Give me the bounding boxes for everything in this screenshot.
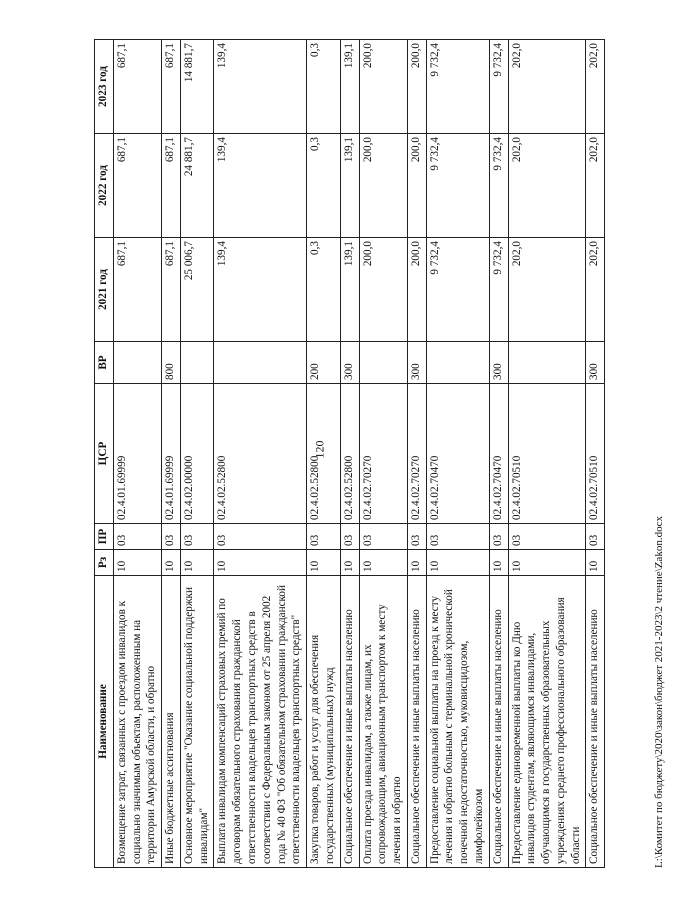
page-number: 120 [312, 440, 327, 459]
column-header-rz: Рз [95, 550, 114, 576]
row-rz: 10 [489, 550, 508, 576]
row-value-2021: 200,0 [359, 238, 407, 342]
row-name: Предоставление социальной выплаты на проезд к месту лечения и обратно больным с терминальной хронической почечной недостаточностью, муковисцидозом, лимфолейкозом [426, 576, 489, 868]
row-csr: 02.4.01.69999 [162, 384, 181, 524]
row-value-2022: 0,3 [307, 134, 341, 238]
row-pr: 03 [307, 524, 341, 550]
row-vr [508, 342, 586, 384]
row-name: Оплата проезда инвалидам, а также лицам, их сопровождающим, авиационным транспортом к месту лечения и обратно [359, 576, 407, 868]
footer-file-path: L:\Комитет по бюджету\2020\закон\бюджет 2021-2023\2 чтение\Zakon.docx [653, 516, 665, 868]
row-value-2022: 24 881,7 [180, 134, 214, 238]
row-value-2022: 202,0 [508, 134, 586, 238]
table-body [113, 40, 604, 868]
row-name: Социальное обеспечение и иные выплаты населению [407, 576, 426, 868]
table-row [489, 40, 508, 868]
table-row [586, 40, 605, 868]
row-value-2023: 9 732,4 [489, 40, 508, 134]
row-value-2021: 0,3 [307, 238, 341, 342]
row-value-2023: 9 732,4 [426, 40, 489, 134]
row-value-2021: 202,0 [586, 238, 605, 342]
row-name: Закупка товаров, работ и услуг для обеспечения государственных (муниципальных) нужд [307, 576, 341, 868]
row-vr: 300 [586, 342, 605, 384]
row-name: Выплата инвалидам компенсаций страховых премий по договорам обязательного страхования гражданской ответственности владельцев транспортных средств в соответствии с Федеральным законом от 25 апреля 2002 года № 40 ФЗ "Об обязательном страховании гражданской ответственности владельцев транспортных средств" [214, 576, 307, 868]
row-vr [113, 342, 161, 384]
row-value-2022: 9 732,4 [426, 134, 489, 238]
column-header-csr: ЦСР [95, 384, 114, 524]
row-pr: 03 [508, 524, 586, 550]
row-vr: 300 [489, 342, 508, 384]
row-rz: 10 [307, 550, 341, 576]
rotated-page-content [86, 23, 676, 878]
column-header-2021: 2021 год [95, 238, 114, 342]
row-value-2021: 139,1 [340, 238, 359, 342]
row-vr [214, 342, 307, 384]
budget-table [94, 39, 605, 868]
row-value-2022: 202,0 [586, 134, 605, 238]
row-name: Социальное обеспечение и иные выплаты населению [586, 576, 605, 868]
row-value-2021: 687,1 [162, 238, 181, 342]
row-csr: 02.4.02.52800 [214, 384, 307, 524]
table-row [113, 40, 161, 868]
row-csr: 02.4.02.70470 [489, 384, 508, 524]
row-rz: 10 [407, 550, 426, 576]
row-pr: 03 [180, 524, 214, 550]
row-rz: 10 [586, 550, 605, 576]
row-rz: 10 [162, 550, 181, 576]
row-csr: 02.4.02.70270 [407, 384, 426, 524]
table-row [162, 40, 181, 868]
row-csr: 02.4.02.70470 [426, 384, 489, 524]
row-value-2023: 202,0 [508, 40, 586, 134]
table-row [426, 40, 489, 868]
row-name: Социальное обеспечение и иные выплаты населению [340, 576, 359, 868]
row-vr: 300 [340, 342, 359, 384]
row-csr: 02.4.02.00000 [180, 384, 214, 524]
table-row [307, 40, 341, 868]
row-vr: 200 [307, 342, 341, 384]
row-vr: 300 [407, 342, 426, 384]
row-value-2023: 139,1 [340, 40, 359, 134]
row-pr: 03 [359, 524, 407, 550]
column-header-name: Наименование [95, 576, 114, 868]
column-header-2022: 2022 год [95, 134, 114, 238]
row-rz: 10 [113, 550, 161, 576]
row-csr: 02.4.02.52800 [340, 384, 359, 524]
row-pr: 03 [426, 524, 489, 550]
row-csr: 02.4.01.69999 [113, 384, 161, 524]
row-name: Социальное обеспечение и иные выплаты населению [489, 576, 508, 868]
row-value-2023: 200,0 [359, 40, 407, 134]
row-value-2021: 139,4 [214, 238, 307, 342]
row-csr: 02.4.02.70270 [359, 384, 407, 524]
table-header-row [95, 40, 114, 868]
table-row [214, 40, 307, 868]
row-name: Иные бюджетные ассигнования [162, 576, 181, 868]
row-value-2021: 9 732,4 [426, 238, 489, 342]
column-header-pr: ПР [95, 524, 114, 550]
row-csr: 02.4.02.70510 [508, 384, 586, 524]
row-value-2023: 687,1 [162, 40, 181, 134]
row-value-2023: 139,4 [214, 40, 307, 134]
row-rz: 10 [340, 550, 359, 576]
row-value-2022: 139,4 [214, 134, 307, 238]
row-name: Основное мероприятие "Оказание социальной поддержки инвалидам" [180, 576, 214, 868]
row-value-2023: 202,0 [586, 40, 605, 134]
row-name: Предоставление единовременной выплаты ко Дню инвалидов студентам, являющимся инвалидами, обучающимся в государственных образовательных учреждениях среднего профессионального образования области [508, 576, 586, 868]
row-value-2022: 687,1 [162, 134, 181, 238]
row-rz: 10 [359, 550, 407, 576]
column-header-2023: 2023 год [95, 40, 114, 134]
row-rz: 10 [180, 550, 214, 576]
table-row [508, 40, 586, 868]
row-value-2022: 9 732,4 [489, 134, 508, 238]
row-vr [359, 342, 407, 384]
row-pr: 03 [340, 524, 359, 550]
row-vr [426, 342, 489, 384]
row-rz: 10 [214, 550, 307, 576]
row-value-2022: 139,1 [340, 134, 359, 238]
row-pr: 03 [214, 524, 307, 550]
row-value-2023: 200,0 [407, 40, 426, 134]
row-value-2022: 687,1 [113, 134, 161, 238]
row-value-2021: 25 006,7 [180, 238, 214, 342]
row-csr: 02.4.02.52800 [307, 384, 341, 524]
table-row [359, 40, 407, 868]
row-value-2021: 9 732,4 [489, 238, 508, 342]
row-value-2021: 202,0 [508, 238, 586, 342]
table-row [407, 40, 426, 868]
row-pr: 03 [489, 524, 508, 550]
row-value-2021: 687,1 [113, 238, 161, 342]
table-row [340, 40, 359, 868]
column-header-vr: ВР [95, 342, 114, 384]
row-rz: 10 [508, 550, 586, 576]
row-name: Возмещение затрат, связанных с проездом инвалидов к социально значимым объектам, расположенным на территории Амурской области, и обратно [113, 576, 161, 868]
row-vr [180, 342, 214, 384]
row-value-2023: 687,1 [113, 40, 161, 134]
row-pr: 03 [113, 524, 161, 550]
row-pr: 03 [586, 524, 605, 550]
row-value-2021: 200,0 [407, 238, 426, 342]
row-value-2022: 200,0 [407, 134, 426, 238]
row-value-2022: 200,0 [359, 134, 407, 238]
row-value-2023: 14 881,7 [180, 40, 214, 134]
table-row [180, 40, 214, 868]
row-pr: 03 [407, 524, 426, 550]
row-csr: 02.4.02.70510 [586, 384, 605, 524]
row-vr: 800 [162, 342, 181, 384]
row-pr: 03 [162, 524, 181, 550]
row-rz: 10 [426, 550, 489, 576]
row-value-2023: 0,3 [307, 40, 341, 134]
